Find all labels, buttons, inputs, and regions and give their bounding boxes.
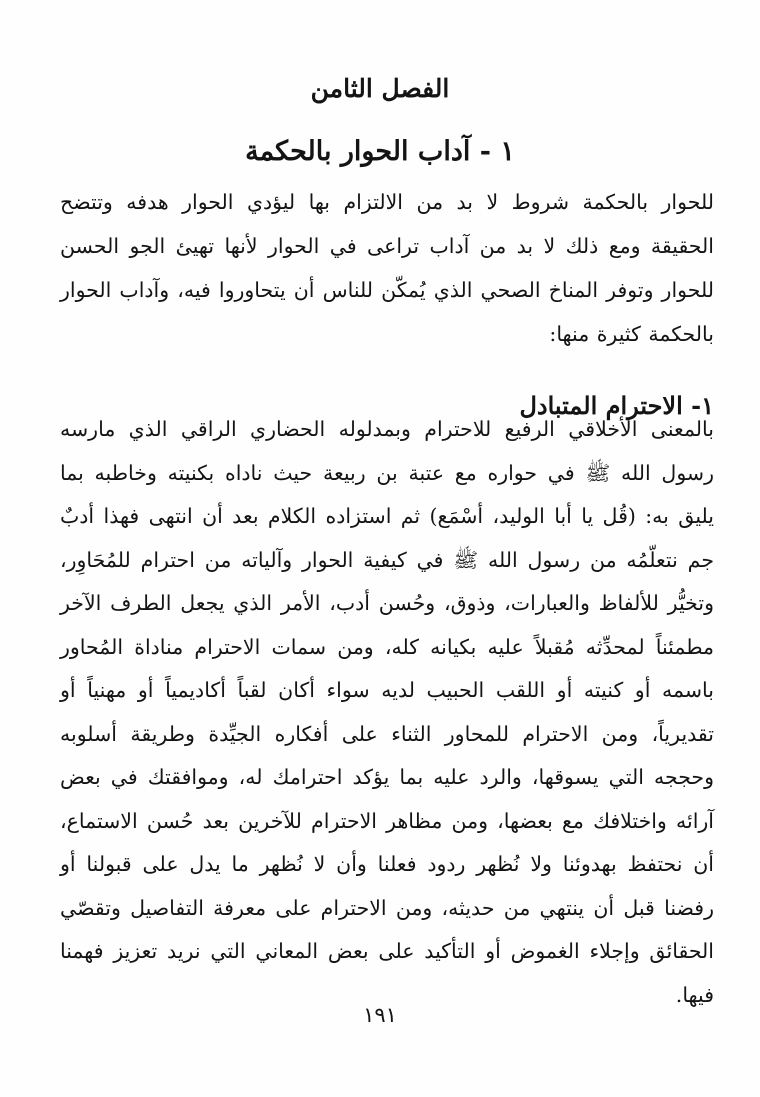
page-number: ١٩١ [363, 1003, 397, 1027]
main-paragraph: بالمعنى الأخلاقي الرفيع للاحترام وبمدلوله الحضاري الراقي الذي مارسه رسول الله ﷺ في حواره مع عتبة بن ربيعة حيث ناداه بكنيته وخاطبه بما يليق به: (قُل يا أبا الوليد، أسْمَع) ثم استزاده الكلام بعد أن انتهى فهذا أدبٌ جم نتعلّمُه من رسول الله ﷺ في كيفية الحوار وآلياته من احترام للمُحَاوِر، وتخيُّر للألفاظ والعبارات، وذوق، وحُسن أدب، الأمر الذي يجعل الطرف الآخر مطمئناً لمحدِّثه مُقبلاً عليه بكيانه كله، ومن سمات الاحترام مناداة المُحاور باسمه أو كنيته أو اللقب الحبيب لديه سواء أكان لقباً أكاديمياً أو مهنياً أو تقديرياً، ومن الاحترام للمحاور الثناء على أفكاره الجيِّدة وطريقة أسلوبه وحججه التي يسوقها، والرد عليه بما يؤكد احترامك له، وموافقتك في بعض آرائه واختلافك مع بعضها، ومن مظاهر الاحترام للآخرين بعد حُسن الاستماع، أن نحتفظ بهدوئنا ولا نُظهر ردود فعلنا وأن لا نُظهر ما يدل على قبولنا أو رفضنا قبل أن ينتهي من حديثه، ومن الاحترام على معرفة التفاصيل وتقصّي الحقائق وإجلاء الغموض أو التأكيد على بعض المعاني التي نريد تعزيز فهمنا فيها. [60, 417, 714, 1007]
subheading-mutual-respect: ١- الاحترام المتبادل [519, 391, 714, 420]
chapter-title: الفصل الثامن [310, 73, 450, 103]
intro-paragraph: للحوار بالحكمة شروط لا بد من الالتزام بها ليؤدي الحوار هدفه وتتضح الحقيقة ومع ذلك لا بد من آداب تراعى في الحوار لأنها تهيئ الجو الحسن للحوار وتوفر المناخ الصحي الذي يُمكّن للناس أن يتحاوروا فيه، وآداب الحوار بالحكمة كثيرة منها: [60, 190, 714, 346]
section-title: ١ - آداب الحوار بالحكمة [245, 136, 515, 168]
